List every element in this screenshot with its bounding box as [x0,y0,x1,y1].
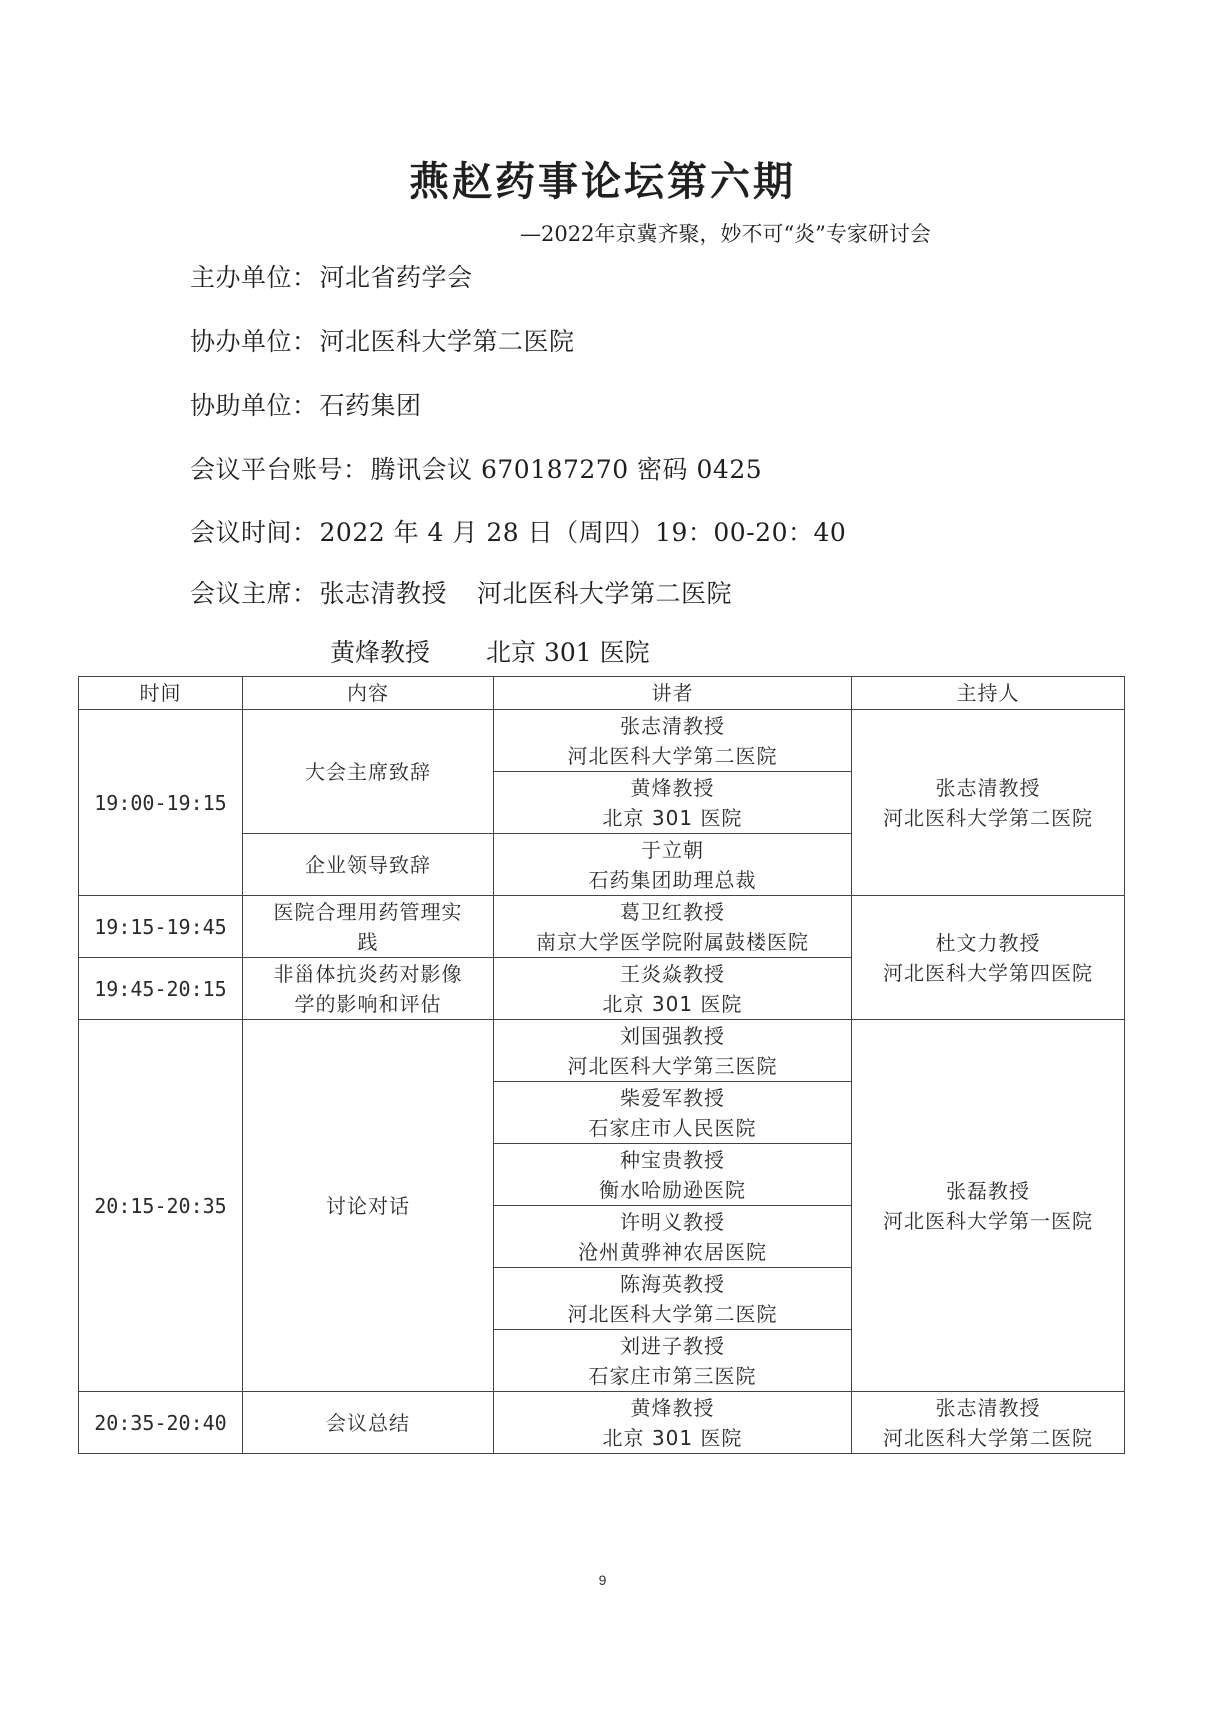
content-line: 医院合理用药管理实 [273,899,463,924]
speaker-name: 刘进子教授 [620,1333,725,1358]
chair1-name: 张志清教授 [319,579,448,608]
content-line: 非甾体抗炎药对影像 [273,961,463,986]
speaker-cell [494,958,852,1020]
speaker-cell [494,1020,852,1082]
co-organizer-value: 河北医科大学第二医院 [319,327,575,356]
speaker-org: 石家庄市第三医院 [588,1363,757,1388]
speaker-name: 葛卫红教授 [620,899,725,924]
speaker-name: 许明义教授 [620,1209,725,1234]
speaker-cell [494,1206,852,1268]
header-speaker: 讲者 [494,677,852,710]
time-value: 2022 年 4 月 28 日（周四）19：00-20：40 [319,518,847,547]
co-organizer-label: 协办单位： [190,327,318,356]
host-cell [852,710,1125,896]
speaker-name: 种宝贵教授 [620,1147,725,1172]
speaker-org: 北京 301 医院 [602,991,743,1016]
time-cell: 19:15-19:45 [79,896,243,958]
chair2-org: 北京 301 医院 [486,638,650,667]
speaker-name: 刘国强教授 [620,1023,725,1048]
speaker-cell [494,1082,852,1144]
content-cell: 大会主席致辞 [243,710,494,834]
content-cell: 讨论对话 [243,1020,494,1392]
speaker-cell [494,1330,852,1392]
chair2-name: 黄烽教授 [330,638,431,667]
document-title: 燕赵药事论坛第六期 [409,158,796,205]
table-header-row [79,677,1125,710]
chair2-line [330,633,650,669]
host-name: 张磊教授 [946,1178,1030,1203]
speaker-cell [494,1144,852,1206]
host-cell [852,1020,1125,1392]
header-time: 时间 [79,677,243,710]
host-org: 河北医科大学第二医院 [883,1425,1093,1450]
platform-label: 会议平台账号： [190,455,369,484]
content-cell: 会议总结 [243,1392,494,1454]
speaker-cell [494,834,852,896]
speaker-name: 张志清教授 [620,713,725,738]
chair-line [190,574,732,610]
time-cell: 19:45-20:15 [79,958,243,1020]
speaker-name: 陈海英教授 [620,1271,725,1296]
host-org: 河北医科大学第一医院 [883,1208,1093,1233]
speaker-cell [494,710,852,772]
host-org: 河北医科大学第二医院 [883,805,1093,830]
speaker-cell [494,772,852,834]
table-row [79,1392,1125,1454]
page-number: 9 [598,1572,607,1588]
speaker-org: 沧州黄骅神农居医院 [578,1239,767,1264]
content-cell: 企业领导致辞 [243,834,494,896]
time-cell: 20:35-20:40 [79,1392,243,1454]
speaker-org: 衡水哈励逊医院 [599,1177,746,1202]
speaker-org: 石家庄市人民医院 [588,1115,757,1140]
document-subtitle: —2022年京冀齐聚，妙不可“炎”专家研讨会 [520,222,931,246]
co-organizer-line [190,322,575,358]
speaker-org: 河北医科大学第二医院 [567,1301,778,1326]
speaker-name: 柴爱军教授 [620,1085,725,1110]
speaker-cell [494,1268,852,1330]
speaker-org: 石药集团助理总裁 [588,867,757,892]
speaker-name: 于立朝 [641,837,704,862]
host-value: 河北省药学会 [319,263,473,292]
platform-line [190,450,762,486]
assist-value: 石药集团 [319,391,422,420]
host-org: 河北医科大学第四医院 [883,960,1093,985]
speaker-org: 河北医科大学第二医院 [567,743,778,768]
time-cell: 20:15-20:35 [79,1020,243,1392]
platform-value: 腾讯会议 670187270 密码 0425 [370,455,763,484]
speaker-org: 河北医科大学第三医院 [567,1053,778,1078]
host-cell [852,896,1125,1020]
time-label: 会议时间： [190,518,318,547]
speaker-name: 黄烽教授 [630,775,715,800]
speaker-org: 北京 301 医院 [602,1425,743,1450]
table-row [79,710,1125,772]
time-line [190,513,846,549]
speaker-cell [494,896,852,958]
host-label: 主办单位： [190,263,318,292]
chair-label: 会议主席： [190,579,318,608]
table-row [79,1020,1125,1082]
host-name: 杜文力教授 [935,930,1041,955]
host-name: 张志清教授 [935,775,1041,800]
host-line [190,258,473,294]
content-cell [243,896,494,958]
content-line: 学的影响和评估 [294,991,442,1016]
speaker-org: 北京 301 医院 [602,805,743,830]
content-cell [243,958,494,1020]
content-line: 践 [357,929,379,954]
host-cell [852,1392,1125,1454]
host-name: 张志清教授 [935,1395,1041,1420]
schedule-table [78,676,1125,1454]
speaker-name: 王炎焱教授 [620,961,725,986]
speaker-name: 黄烽教授 [630,1395,715,1420]
time-cell: 19:00-19:15 [79,710,243,896]
table-row [79,896,1125,958]
speaker-cell [494,1392,852,1454]
assist-label: 协助单位： [190,391,318,420]
speaker-org: 南京大学医学院附属鼓楼医院 [536,929,809,954]
header-host: 主持人 [852,677,1125,710]
chair1-org: 河北医科大学第二医院 [477,579,733,608]
header-content: 内容 [243,677,494,710]
assist-line [190,386,422,422]
